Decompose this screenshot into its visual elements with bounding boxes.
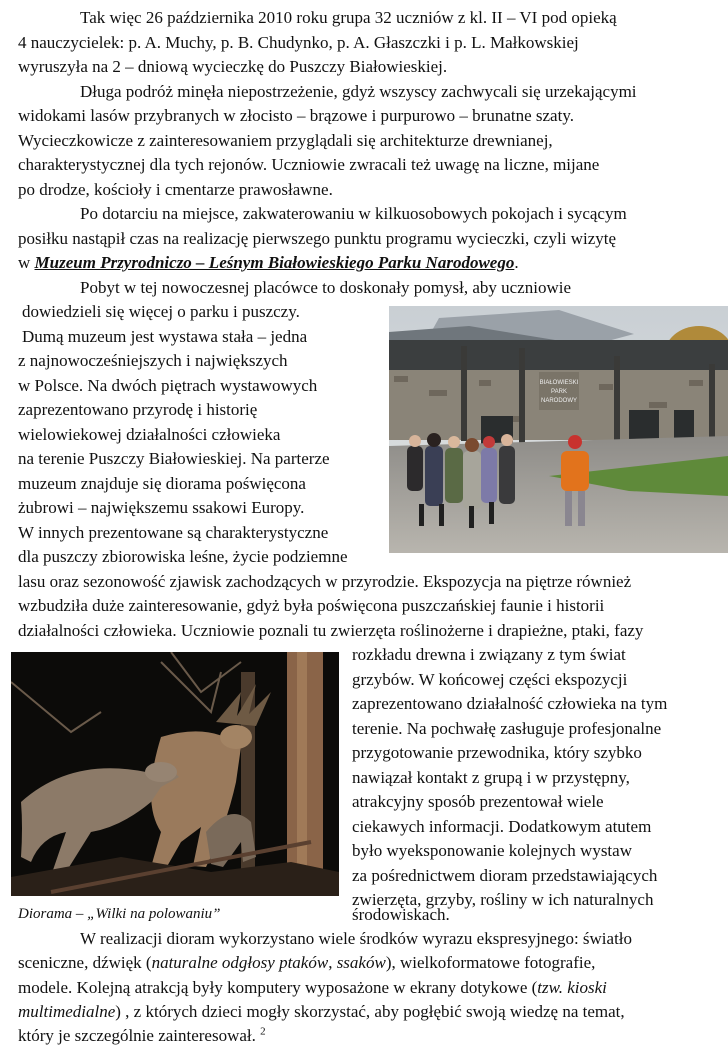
text-line <box>18 1000 625 1025</box>
text-line: posiłku nastąpił czas na realizację pierwszego punktu programu wycieczki, czyli wizytę <box>18 229 617 248</box>
diorama-caption: Diorama – „Wilki na polowaniu” <box>18 906 221 922</box>
text-fragment: w <box>18 253 35 272</box>
text-line: W realizacji dioram wykorzystano wiele środków wyrazu ekspresyjnego: światło <box>80 929 633 948</box>
text-fragment: . <box>514 253 519 272</box>
text-line: wzbudziła duże zainteresowanie, gdyż była poświęcona puszczańskiej faunie i historii <box>18 596 605 615</box>
diorama-photo <box>11 652 339 896</box>
museum-name: Muzeum Przyrodniczo – Leśnym Białowieskiego Parku Narodowego <box>34 253 515 272</box>
text-fragment: ), wielkoformatowe fotografie, <box>385 953 596 972</box>
text-line: Wycieczkowicze z zainteresowaniem przyglądali się architekturze drewnianej, <box>18 131 553 150</box>
text-line: Po dotarciu na miejsce, zakwaterowaniu w kilkuosobowych pokojach i sycącym <box>80 204 627 223</box>
text-line: widokami lasów przybranych w złocisto – brązowe i purpurowo – brunatne szaty. <box>18 106 574 125</box>
text-fragment: modele. Kolejną atrakcją były komputery wyposażone w ekrany dotykowe ( <box>18 978 538 997</box>
text-line: W innych prezentowane są charakterystyczne <box>18 523 329 542</box>
text-line: Dumą muzeum jest wystawa stała – jedna <box>22 327 308 346</box>
text-line: ciekawych informacji. Dodatkowym atutem <box>352 817 652 836</box>
museum-sign-line: PARK <box>551 389 567 395</box>
text-fragment: multimedialne <box>18 1002 116 1021</box>
text-fragment: ) , z których dzieci mogły skorzystać, aby pogłębić swoją wiedzę na temat, <box>115 1002 625 1021</box>
text-line: było wyeksponowanie kolejnych wystaw <box>352 841 632 860</box>
text-fragment: ssaków <box>336 953 386 972</box>
text-line: Pobyt w tej nowoczesnej placówce to doskonały pomysł, aby uczniowie <box>80 278 571 297</box>
text-line: dla puszczy zbiorowiska leśne, życie podziemne <box>18 547 348 566</box>
text-fragment: naturalne odgłosy ptaków <box>151 953 329 972</box>
text-line: charakterystycznej dla tych rejonów. Uczniowie zwracali też uwagę na liczne, mijane <box>18 155 600 174</box>
text-line: środowiskach. <box>352 905 450 924</box>
text-line: Długa podróż minęła niepostrzeżenie, gdyż wszyscy zachwycali się urzekającymi <box>80 82 637 101</box>
text-line <box>18 1024 266 1049</box>
text-line: muzeum znajduje się diorama poświęcona <box>18 474 306 493</box>
text-line: przygotowanie przewodnika, który szybko <box>352 743 642 762</box>
text-line: z najnowocześniejszych i największych <box>18 351 288 370</box>
museum-photo <box>389 306 728 553</box>
museum-sign-line: NARODOWY <box>541 398 577 404</box>
text-fragment: , <box>328 953 337 972</box>
text-line: działalności człowieka. Uczniowie poznali tu zwierzęta roślinożerne i drapieżne, ptaki, fazy <box>18 621 644 640</box>
text-line: grzybów. W końcowej części ekspozycji <box>352 670 628 689</box>
text-line: dowiedzieli się więcej o parku i puszczy. <box>22 302 300 321</box>
museum-sign-line: BIAŁOWIESKI <box>539 380 579 386</box>
text-line: atrakcyjny sposób prezentował wiele <box>352 792 604 811</box>
text-line: zaprezentowano przyrodę i historię <box>18 400 258 419</box>
text-line: zwierzęta, grzyby, rośliny w ich naturalnych <box>352 890 654 909</box>
text-line: w Polsce. Na dwóch piętrach wystawowych <box>18 376 318 395</box>
text-line: za pośrednictwem dioram przedstawiających <box>352 866 658 885</box>
text-line <box>18 251 519 276</box>
text-line: wyruszyła na 2 – dniową wycieczkę do Puszczy Białowieskiej. <box>18 57 448 76</box>
text-fragment: tzw. kioski <box>537 978 607 997</box>
text-line: po drodze, kościoły i cmentarze prawosławne. <box>18 180 333 199</box>
text-line <box>18 951 595 976</box>
text-line: wielowiekowej działalności człowieka <box>18 425 281 444</box>
text-line: zaprezentowano działalność człowieka na tym <box>352 694 668 713</box>
text-fragment: sceniczne, dźwięk ( <box>18 953 152 972</box>
text-line: terenie. Na pochwałę zasługuje profesjonalne <box>352 719 662 738</box>
text-line: Tak więc 26 października 2010 roku grupa 32 uczniów z kl. II – VI pod opieką <box>80 8 617 27</box>
text-line: na terenie Puszczy Białowieskiej. Na parterze <box>18 449 330 468</box>
text-line: rozkładu drewna i związany z tym świat <box>352 645 626 664</box>
footnote-marker: 2 <box>260 1025 266 1038</box>
text-line: nawiązał kontakt z grupą i w przystępny, <box>352 768 630 787</box>
text-line: 4 nauczycielek: p. A. Muchy, p. B. Chudynko, p. A. Głaszczki i p. L. Małkowskiej <box>18 33 579 52</box>
text-fragment: który je szczególnie zainteresował. <box>18 1026 261 1045</box>
text-line: żubrowi – największemu ssakowi Europy. <box>18 498 305 517</box>
text-line <box>18 976 607 1001</box>
text-line: lasu oraz sezonowość zjawisk zachodzących w przyrodzie. Ekspozycja na piętrze również <box>18 572 632 591</box>
